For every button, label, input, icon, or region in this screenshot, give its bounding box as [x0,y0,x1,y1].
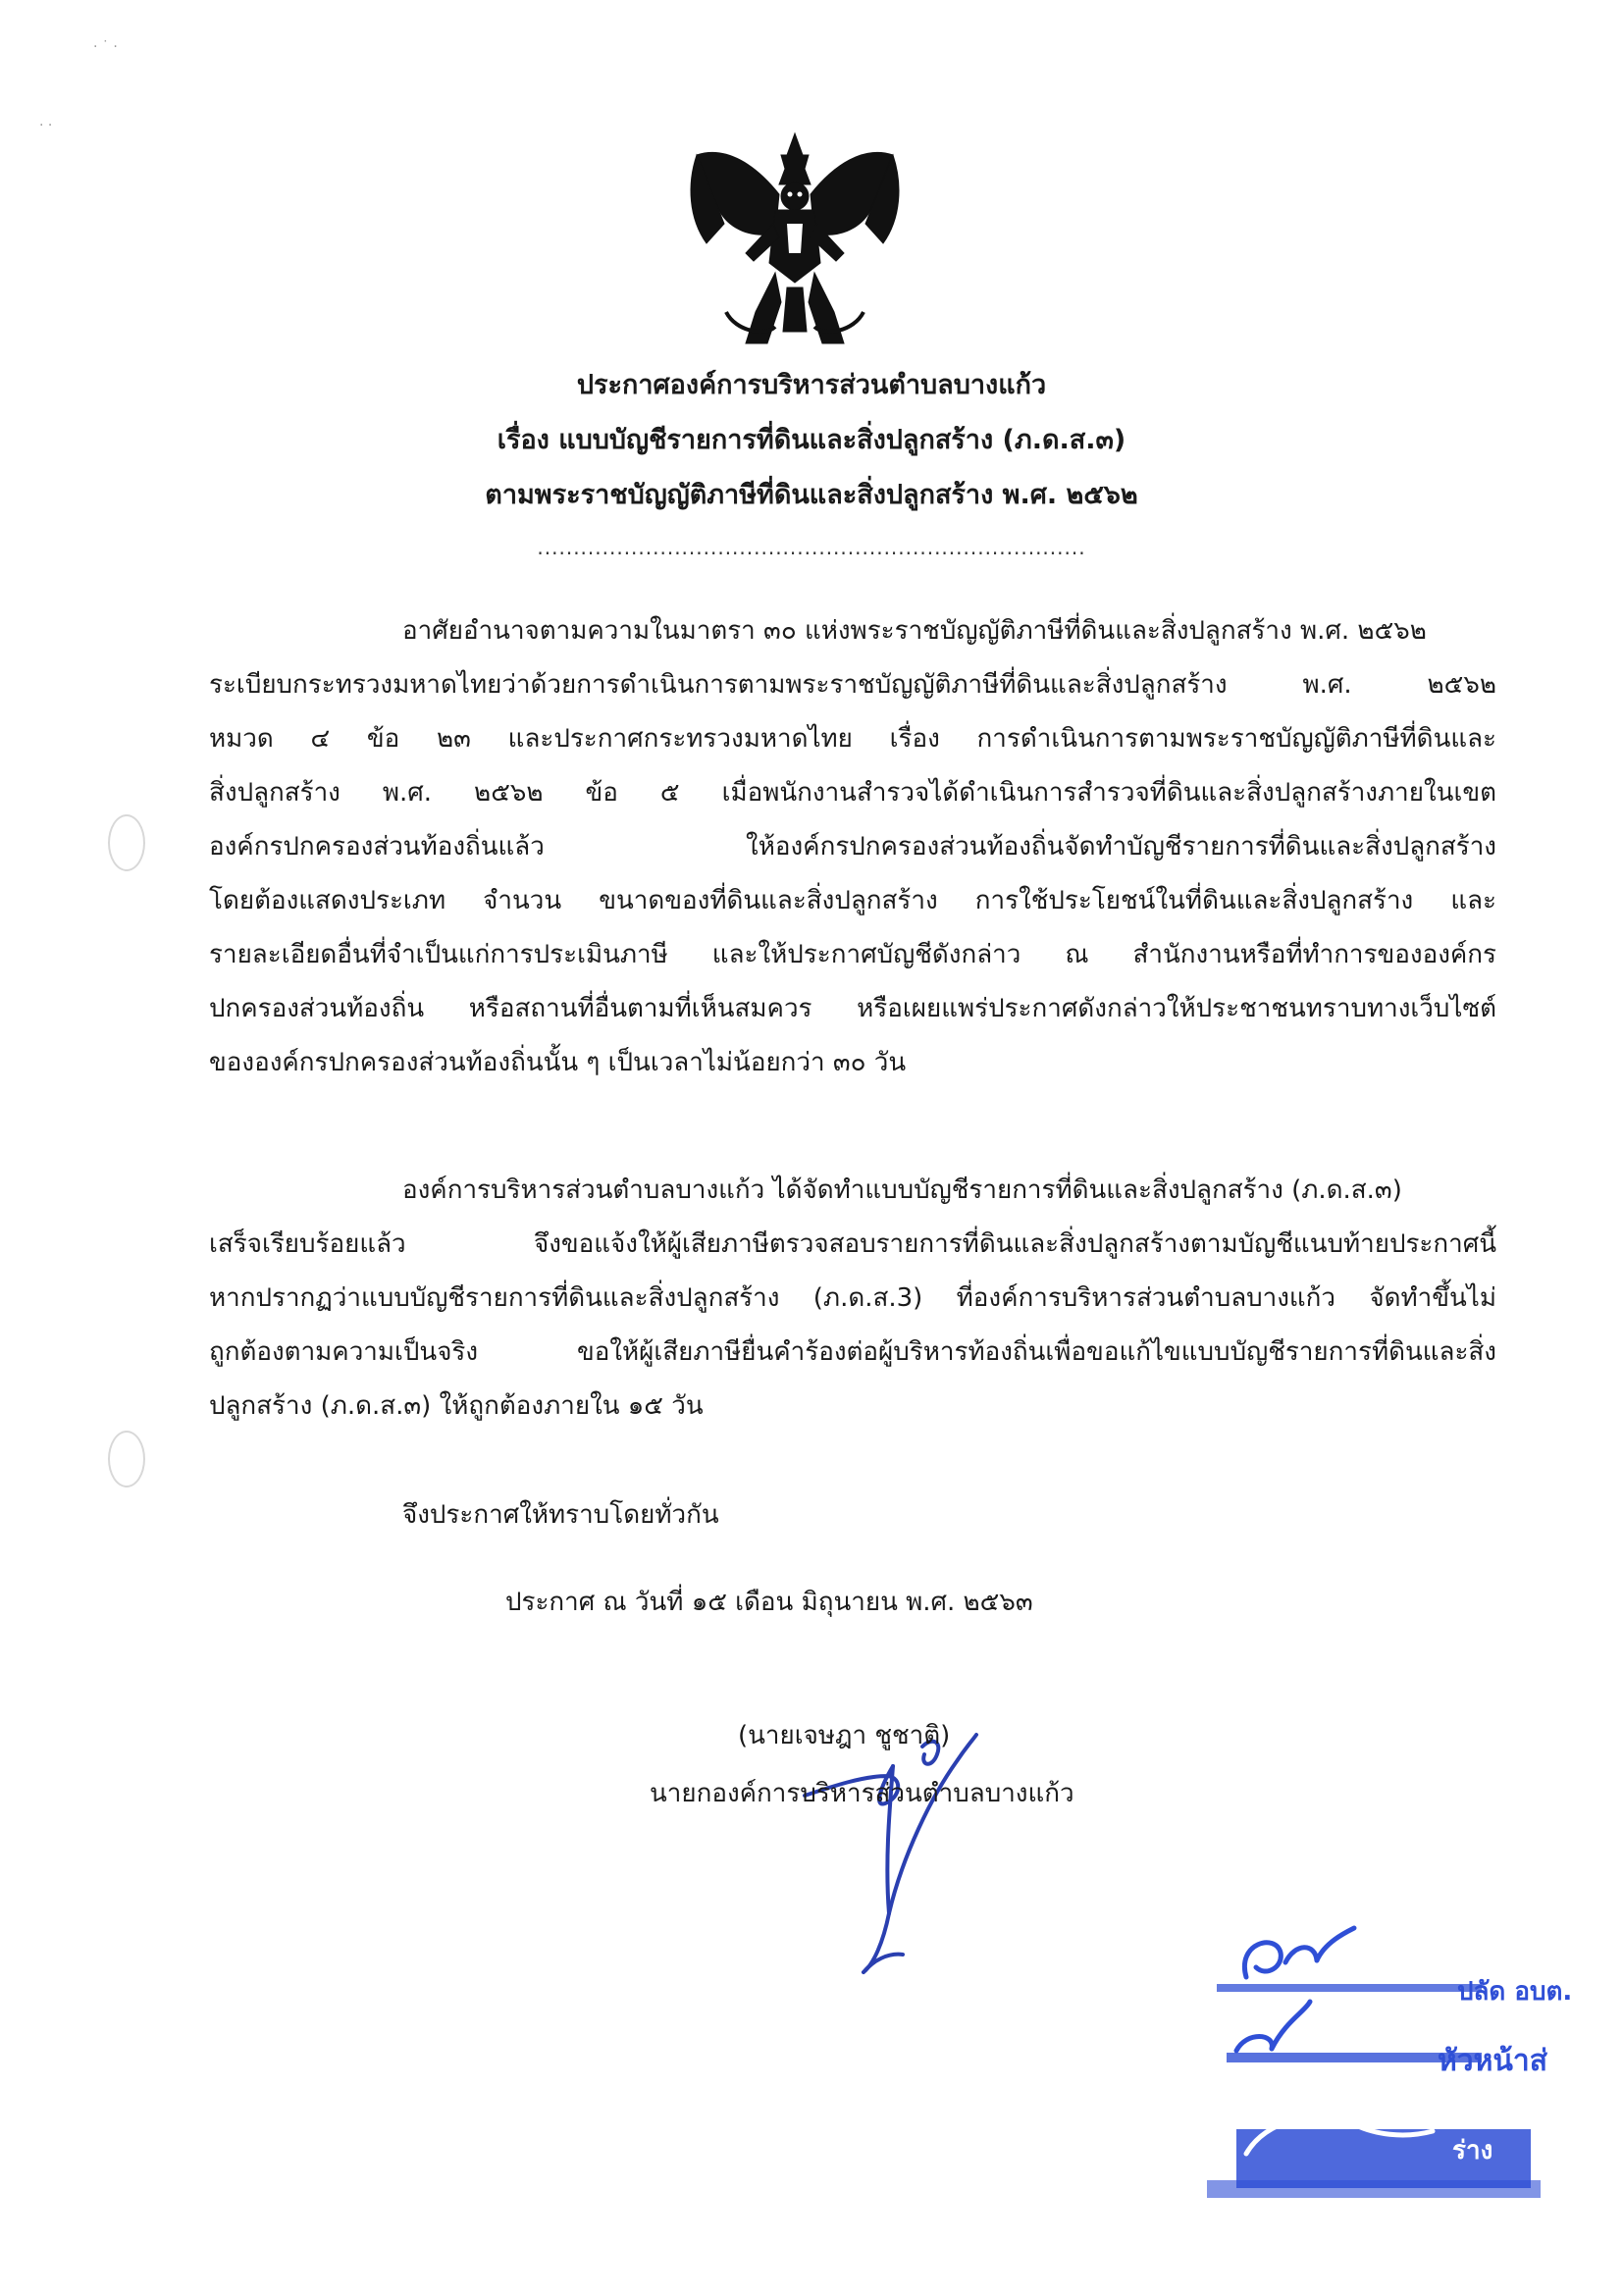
paragraph-1-line: ระเบียบกระทรวงมหาดไทยว่าด้วยการดำเนินการตามพระราชบัญญัติภาษีที่ดินและสิ่งปลูกสร้าง พ.ศ. ๒๕๖๒ [209,670,1496,700]
garuda-emblem [677,126,913,351]
announcement-title: ประกาศองค์การบริหารส่วนตำบลบางแก้ว [576,370,1047,400]
paragraph-1-line: ปกครองส่วนท้องถิ่น หรือสถานที่อื่นตามที่เห็นสมควร หรือเผยแพร่ประกาศดังกล่าวให้ประชาชนทราบทางเว็บไซต์ [209,994,1496,1023]
paragraph-2-line: ถูกต้องตามความเป็นจริง ขอให้ผู้เสียภาษียื่นคำร้องต่อผู้บริหารท้องถิ่นเพื่อขอแก้ไขแบบบัญชีรายการที่ดินและสิ่ง [209,1337,1496,1367]
paragraph-2-line: ปลูกสร้าง (ภ.ด.ส.๓) ให้ถูกต้องภายใน ๑๕ วัน [209,1391,704,1421]
paragraph-1-line: อาศัยอำนาจตามความในมาตรา ๓๐ แห่งพระราชบัญญัติภาษีที่ดินและสิ่งปลูกสร้าง พ.ศ. ๒๕๖๒ [402,616,1427,646]
paragraph-1-line: ขององค์กรปกครองส่วนท้องถิ่นนั้น ๆ เป็นเวลาไม่น้อยกว่า ๓๐ วัน [209,1048,907,1077]
paragraph-1-line: โดยต้องแสดงประเภท จำนวน ขนาดของที่ดินและสิ่งปลูกสร้าง การใช้ประโยชน์ในที่ดินและสิ่งปลูกสร้าง และ [209,886,1496,915]
signatory-position: นายกองค์การบริหารส่วนตำบลบางแก้ว [650,1779,1074,1808]
paragraph-2-line: หากปรากฏว่าแบบบัญชีรายการที่ดินและสิ่งปลูกสร้าง (ภ.ด.ส.3) ที่องค์การบริหารส่วนตำบลบางแก้ว จัดทำขึ้นไม่ [209,1283,1496,1313]
scan-speck: · ˙ · [93,39,118,55]
paragraph-2-line: เสร็จเรียบร้อยแล้ว จึงขอแจ้งให้ผู้เสียภาษีตรวจสอบรายการที่ดินและสิ่งปลูกสร้างตามบัญชีแนบท้ายประกาศนี้ [209,1229,1496,1259]
title-divider: ............................................................................ [537,536,1086,559]
scan-speck: · · [39,118,53,133]
official-stamp [1207,1923,1573,2218]
announcement-date: ประกาศ ณ วันที่ ๑๕ เดือน มิถุนายน พ.ศ. ๒๕๖๓ [505,1588,1033,1617]
paragraph-1-line: หมวด ๔ ข้อ ๒๓ และประกาศกระทรวงมหาดไทย เรื่อง การดำเนินการตามพระราชบัญญัติภาษีที่ดินและ [209,724,1496,754]
paragraph-1-line: รายละเอียดอื่นที่จำเป็นแก่การประเมินภาษี และให้ประกาศบัญชีดังกล่าว ณ สำนักงานหรือที่ทำการขององค์กร [209,940,1496,969]
announcement-law-reference: ตามพระราชบัญญัติภาษีที่ดินและสิ่งปลูกสร้าง พ.ศ. ๒๕๖๒ [485,480,1138,510]
punch-hole [108,1431,145,1487]
paragraph-1-line: องค์กรปกครองส่วนท้องถิ่นแล้ว ให้องค์กรปกครองส่วนท้องถิ่นจัดทำบัญชีรายการที่ดินและสิ่งปลูกสร้าง [209,832,1496,861]
stamp-text-2: หัวหน้าส่ [1438,2044,1548,2078]
paragraph-1-line: สิ่งปลูกสร้าง พ.ศ. ๒๕๖๒ ข้อ ๕ เมื่อพนักงานสำรวจได้ดำเนินการสำรวจที่ดินและสิ่งปลูกสร้างภายในเขต [209,778,1496,808]
announcement-subject: เรื่อง แบบบัญชีรายการที่ดินและสิ่งปลูกสร้าง (ภ.ด.ส.๓) [497,425,1126,455]
stamp-text-3: ร่าง [1452,2136,1493,2166]
stamp-text-1: ปลัด อบต. [1457,1977,1573,2007]
signatory-name: (นายเจษฎา ชูชาติ) [738,1721,951,1750]
paragraph-2-line: องค์การบริหารส่วนตำบลบางแก้ว ได้จัดทำแบบบัญชีรายการที่ดินและสิ่งปลูกสร้าง (ภ.ด.ส.๓) [402,1175,1402,1205]
closing-line: จึงประกาศให้ทราบโดยทั่วกัน [402,1500,719,1530]
punch-hole [108,814,145,871]
